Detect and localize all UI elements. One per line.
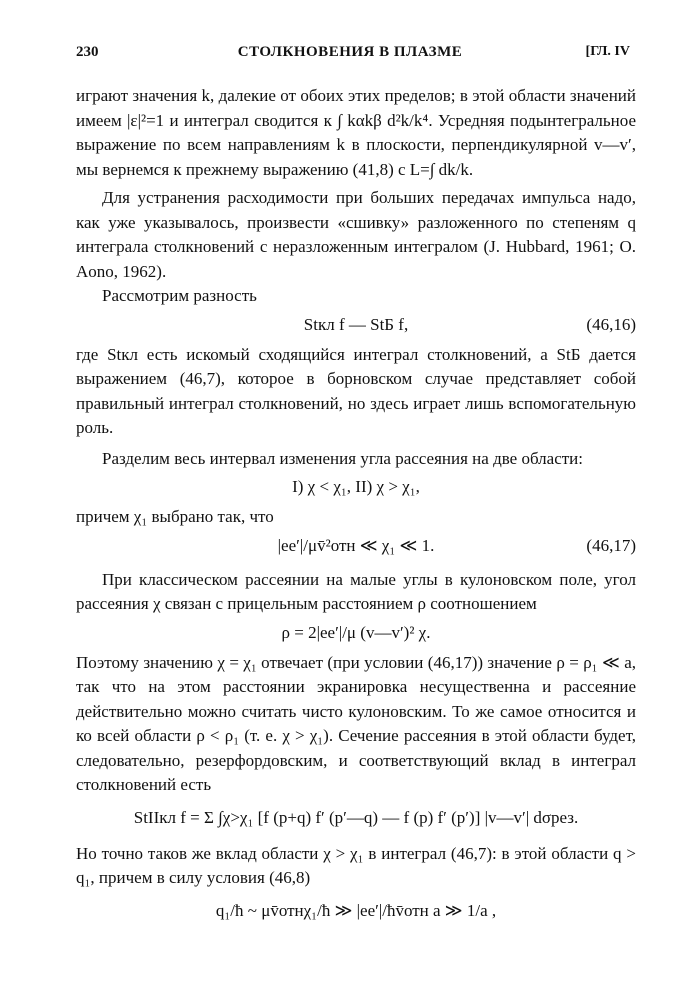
paragraph-8: Поэтому значению χ = χ₁ отвечает (при условии (46,17)) значение ρ = ρ₁ ≪ a, так что на этом расстоянии экранировка несущественна и рассеяние действительно можно считать чисто кулоновским. То же самое относится и ко всей области ρ < ρ₁ (т. е. χ > χ₁). Сечение рассеяния в этой области будет, следовательно, резерфордовским, и соответствующий вклад в интеграл столкновений есть [76, 652, 636, 794]
equation-impact-parameter [76, 617, 636, 651]
paragraph-5: Разделим весь интервал изменения угла рассеяния на две области: [102, 448, 583, 468]
page-body [76, 84, 636, 931]
page-number: 230 [76, 44, 99, 60]
equation-collision-integral [76, 798, 636, 842]
paragraph-9: Но точно таков же вклад области χ > χ₁ в интеграл (46,7): в этой области q > q₁, причем в силу условия (46,8) [76, 843, 636, 887]
running-title: СТОЛКНОВЕНИЯ В ПЛАЗМЕ [237, 44, 463, 60]
equation-46-16-number: (46,16) [586, 314, 636, 334]
equation-46-17-number: (46,17) [586, 535, 636, 555]
equation-46-16-body: Stкл f — StБ f, [303, 314, 409, 334]
equation-inequality-chain-body: q₁/ħ ~ μv̄отнχ₁/ħ ≫ |ee′|/ħv̄отн a ≫ 1/a , [215, 900, 497, 920]
paragraph-2: Для устранения расходимости при больших передачах импульса надо, как уже указывалось, произвести «сшивку» разложенного по степеням q интеграла столкновений с неразложенным интегралом (J. Hubbard, 1961; O. Aono, 1962). [76, 188, 636, 281]
paragraph-3: Рассмотрим разность [102, 286, 257, 305]
equation-collision-integral-body: StIIкл f = Σ ∫χ>χ₁ [f (p+q) f′ (p′—q) — f (p) f′ (p′)] |v—v′| dσрез. [133, 807, 579, 827]
paragraph-7: При классическом рассеянии на малые углы в кулоновском поле, угол рассеяния χ связан с прицельным расстоянием ρ соотношением [76, 569, 636, 613]
equation-inequality-chain [76, 891, 636, 931]
equation-46-17-body: |ee′|/μv̄²отн ≪ χ₁ ≪ 1. [277, 535, 435, 555]
equation-46-16 [76, 309, 636, 343]
equation-regions [76, 471, 636, 505]
paragraph-4: где Stкл есть искомый сходящийся интеграл столкновений, а StБ дается выражением (46,7), которое в борновском случае представляет собой правильный интеграл столкновений, но здесь играет лишь вспомогательную роль. [76, 344, 636, 437]
equation-regions-body: I) χ < χ₁, II) χ > χ₁, [292, 477, 420, 496]
equation-impact-parameter-body: ρ = 2|ee′|/μ (v—v′)² χ. [281, 622, 431, 642]
paragraph-6: причем χ₁ выбрано так, что [76, 507, 274, 526]
paragraph-1: играют значения k, далекие от обоих этих пределов; в этой области значений имеем |ε|²=1 и интеграл сводится к ∫ kαkβ d²k/k⁴. Усредняя подынтегральное выражение по всем направлениям k в плоскости, перпендикулярной v—v′, мы вернемся к прежнему выражению (41,8) с L=∫ dk/k. [76, 86, 636, 179]
chapter-label: [ГЛ. IV [585, 44, 630, 59]
equation-46-17 [76, 530, 636, 564]
